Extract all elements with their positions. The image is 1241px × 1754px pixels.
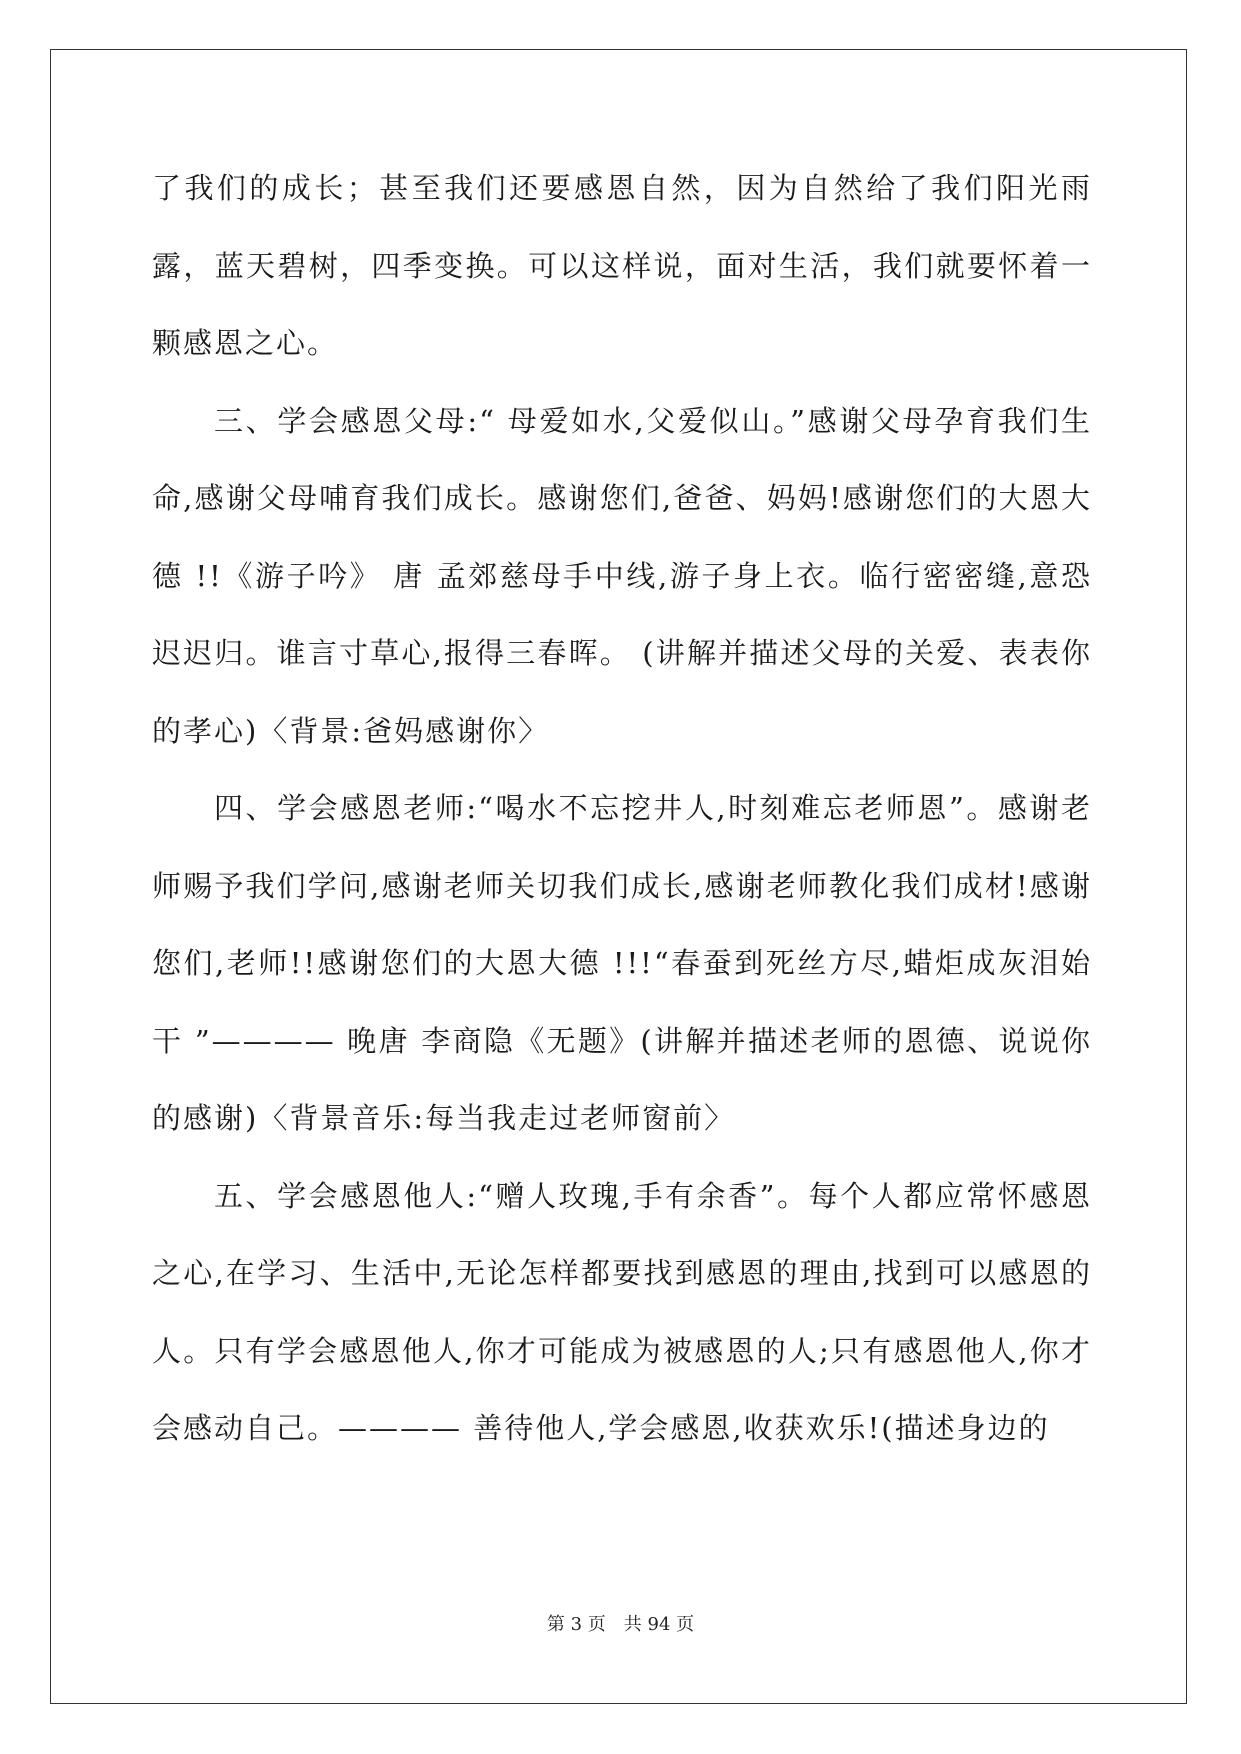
document-body (152, 150, 1092, 1468)
page-number: 第 3 页 (546, 1614, 606, 1635)
page-footer (0, 1610, 1241, 1636)
page-total: 共 94 页 (623, 1614, 695, 1635)
paragraph-1: 了我们的成长；甚至我们还要感恩自然，因为自然给了我们阳光雨露，蓝天碧树，四季变换。可以这样说，面对生活，我们就要怀着一颗感恩之心。 (152, 171, 1092, 360)
paragraph-4: 五、学会感恩他人:“赠人玫瑰,手有余香”。每个人都应常怀感恩之心,在学习、生活中,无论怎样都要找到感恩的理由,找到可以感恩的人。只有学会感恩他人,你才可能成为被感恩的人;只有感恩他人,你才会感动自己。———— 善待他人,学会感恩,收获欢乐!(描述身边的 (152, 1178, 1092, 1445)
paragraph-3: 四、学会感恩老师:“喝水不忘挖井人,时刻难忘老师恩”。感谢老师赐予我们学问,感谢老师关切我们成长,感谢老师教化我们成材!感谢您们,老师!!感谢您们的大恩大德 !!!“春蚕到死丝方尽,蜡炬成灰泪始干 ”———— 晚唐 李商隐《无题》(讲解并描述老师的恩德、说说你的感谢)〈背景音乐:每当我走过老师窗前〉 (152, 791, 1092, 1135)
paragraph-2: 三、学会感恩父母:“ 母爱如水,父爱似山。”感谢父母孕育我们生命,感谢父母哺育我们成长。感谢您们,爸爸、妈妈!感谢您们的大恩大德 !!《游子吟》 唐 孟郊慈母手中线,游子身上衣。临行密密缝,意恐迟迟归。谁言寸草心,报得三春晖。 (讲解并描述父母的关爱、表表你的孝心)〈背景:爸妈感谢你〉 (152, 403, 1092, 748)
